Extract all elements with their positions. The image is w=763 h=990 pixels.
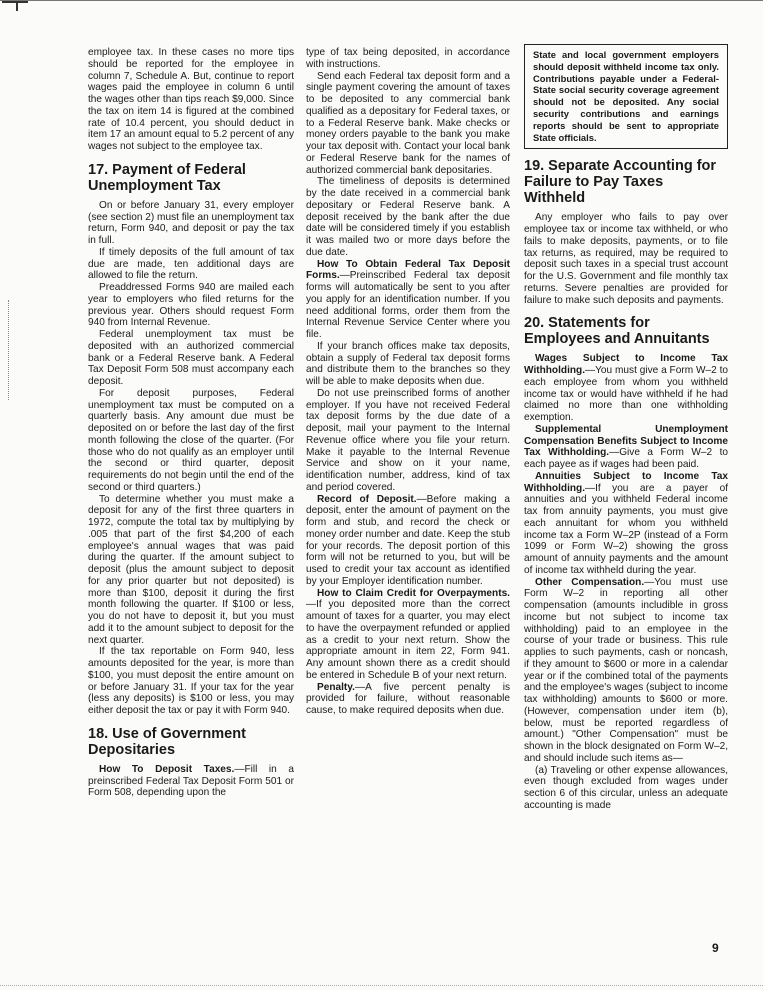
- paragraph: To determine whether you must make a deposit for any of the first three quarters in 1972, compute the total tax by multiplying by .005 that part of the first $4,200 of each employee's annual wages that was paid during the quarter. If the amount subject to deposit (plus the amount subject to deposit for any prior quarter but not deposited) is more than $100, deposit it during the first month following the quarter. If $100 or less, you do not have to deposit it, but you must add it to the amount subject to deposit for the next quarter.: [88, 493, 294, 646]
- run-in-heading: Penalty.: [317, 681, 355, 693]
- paragraph-text: —Preinscribed Federal tax deposit forms will automatically be sent to you after you apply for an identification number. If you need additional forms, order them from the Internal Revenue Service Center where you file.: [306, 270, 510, 340]
- run-in-heading: Wages Subject to Income Tax Withholding.: [524, 353, 728, 377]
- paragraph: (a) Traveling or other expense allowances, even though excluded from wages under section 6 of this circular, unless an adequate accounting is made: [524, 764, 728, 811]
- run-in-heading: Annuities Subject to Income Tax Withholding.: [524, 470, 728, 494]
- section-17-heading: 17. Payment of Federal Unemployment Tax: [88, 161, 246, 194]
- paragraph: Any employer who fails to pay over employee tax or income tax withheld, or who fails to make deposits, payments, or to file tax returns, as required, may be required to deposit such taxes in a special trust account for the U.S. Government and file monthly tax returns. Severe penalties are provided for failure to make such deposits and payments.: [524, 212, 728, 306]
- run-in-heading: How To Deposit Taxes.: [99, 763, 235, 775]
- paragraph-text: —If you deposited more than the correct amount of taxes for a quarter, you may elect to have the overpayment refunded or applied as a credit to your next return. Show the appropriate amount in item 22, Form 941. Any amount shown there as a credit should be entered in Schedule B of your next return.: [306, 599, 510, 681]
- paragraph-text: —Fill in a preinscribed Federal Tax Deposit Form 501 or Form 508, depending upon the: [88, 763, 294, 799]
- paragraph: [306, 259, 510, 341]
- run-in-heading: Record of Deposit.: [317, 493, 417, 505]
- run-in-heading: Supplemental Unemployment Compensation Benefits Subject to Income Tax Withholding.: [524, 423, 728, 459]
- paragraph: If timely deposits of the full amount of tax due are made, ten additional days are allowed to file the return.: [88, 246, 294, 282]
- binding-margin-marks: [8, 300, 15, 400]
- paragraph: The timeliness of deposits is determined by the date received in a commercial bank depositary or Federal Reserve bank. A deposit received by the bank after the due date will be considered timely if you establish it was mailed two or more days before the due date.: [306, 176, 510, 258]
- page-number: 9: [712, 941, 719, 955]
- state-local-notice-box: State and local government employers should deposit withheld income tax only. Contributions payable under a Federal-State social security coverage agreement should not be deposited. Any social security contributions and earnings reports should be sent to appropriate State officials.: [524, 44, 728, 149]
- paragraph-text: —You must give a Form W–2 to each employee from whom you withheld income tax or would have withheld if he had claimed no more than one withholding exemption.: [524, 365, 728, 424]
- section-18-heading: 18. Use of Government Depositaries: [88, 725, 246, 758]
- paragraph-text: —Before making a deposit, enter the amount of payment on the form and stub, and record the check or money order number and date. Keep the stub for your records. The deposit portion of this form will not be returned to you, but will be used to credit your tax account as identified by your Employer identification number.: [306, 493, 510, 587]
- paragraph: If the tax reportable on Form 940, less amounts deposited for the year, is more than $100, you must deposit the entire amount on or before January 31. If your tax for the year (less any deposits) is $100 or less, you may either deposit the tax or pay it with Form 940.: [88, 646, 294, 716]
- paragraph: [306, 682, 510, 717]
- paragraph: Preaddressed Forms 940 are mailed each year to employers who filed returns for the previous year. Others should request Form 940 from Internal Revenue.: [88, 282, 294, 329]
- section-19-heading: 19. Separate Accounting for Failure to Pay Taxes Withheld: [524, 158, 717, 207]
- column-left: [88, 47, 294, 799]
- paragraph-text: —Give a Form W–2 to each payee as if wages had been paid.: [524, 447, 728, 471]
- paragraph: On or before January 31, every employer (see section 2) must file an unemployment tax return, Form 940, and deposit or pay the tax in full.: [88, 199, 294, 246]
- paragraph: [306, 588, 510, 682]
- paragraph-text: —A five percent penalty is provided for failure, without reasonable cause, to make required deposits when due.: [306, 681, 510, 716]
- corner-tick: [16, 1, 18, 11]
- paragraph: [524, 471, 728, 577]
- section-20-heading: 20. Statements for Employees and Annuitants: [524, 315, 710, 348]
- corner-mark: [2, 1, 28, 11]
- paragraph: For deposit purposes, Federal unemployment tax must be computed on a quarterly basis. Any amount due must be deposited on or before the last day of the first month following the close of the quarter. (For those who do not qualify as an employer until the second or third quarter, deposit requirements do not begin until the end of the second or third quarters.): [88, 387, 294, 493]
- paragraph: If your branch offices make tax deposits, obtain a supply of Federal tax deposit forms and distribute them to the branches so they will be able to make deposits when due.: [306, 340, 510, 387]
- paragraph: Send each Federal tax deposit form and a single payment covering the amount of taxes to be deposited to any commercial bank qualified as a depositary for Federal taxes, or to a Federal Reserve bank. Make checks or money orders payable to the bank you make your tax deposit with. Contact your local bank or Federal Reserve bank for the names of authorized commercial bank depositaries.: [306, 70, 510, 176]
- bottom-edge-line: [0, 985, 763, 986]
- paragraph: Do not use preinscribed forms of another employer. If you have not received Federal tax deposit forms by the due date of a deposit, mail your payment to the Internal Revenue office where you file your return. Make it payable to the Internal Revenue Service and show on it your name, identification number, address, kind of tax and period covered.: [306, 387, 510, 493]
- paragraph: [306, 494, 510, 588]
- paragraph: [88, 764, 294, 799]
- paragraph-text: —You must use Form W–2 in reporting all other compensation (amounts includible in gross income but not subject to income tax withholding) paid to an employee in the course of your trade or business. This rule applies to such payments, cash or noncash, if they amount to $600 or more in a calendar year or if the combined total of the payments and the employee's wages (subject to income tax withholding) amounts to $600 or more. (However, compensation under item (b), below, must be reported regardless of amount.) "Other Compensation" must be shown in the block designated on Form W–2, and should include such items as—: [524, 576, 728, 764]
- paragraph: Federal unemployment tax must be deposited with an authorized commercial bank or a Federal Reserve bank. A Federal Tax Deposit Form 508 must accompany each deposit.: [88, 329, 294, 387]
- paragraph: employee tax. In these cases no more tips should be reported for the employee in column 7, Schedule A. But, continue to report wages paid the employee in column 6 until the wages other than tips reach $9,000. Since the tax on item 14 is figured at the combined rate of 10.4 percent, you should deduct in item 17 an amount equal to 5.2 percent of any wages not subject to the employee tax.: [88, 47, 294, 152]
- run-in-heading: Other Compensation.: [535, 576, 645, 588]
- column-middle: [306, 47, 510, 717]
- paragraph: [524, 424, 728, 471]
- paragraph: [524, 577, 728, 765]
- paragraph-text: —If you are a payer of annuities and you withheld Federal income tax from annuity payments, you must give each annuitant for whom you withheld income tax a Form W–2P (instead of a Form 1099 or Form W–2) showing the gross amount of annuity payments and the amount of income tax withheld during the year.: [524, 482, 728, 576]
- paragraph: type of tax being deposited, in accordance with instructions.: [306, 47, 510, 70]
- run-in-heading: How To Obtain Federal Tax Deposit Forms.: [306, 258, 510, 282]
- paragraph: [524, 353, 728, 424]
- top-edge-line: [0, 0, 763, 6]
- column-right: [524, 47, 728, 812]
- run-in-heading: How to Claim Credit for Overpayments.: [317, 587, 510, 599]
